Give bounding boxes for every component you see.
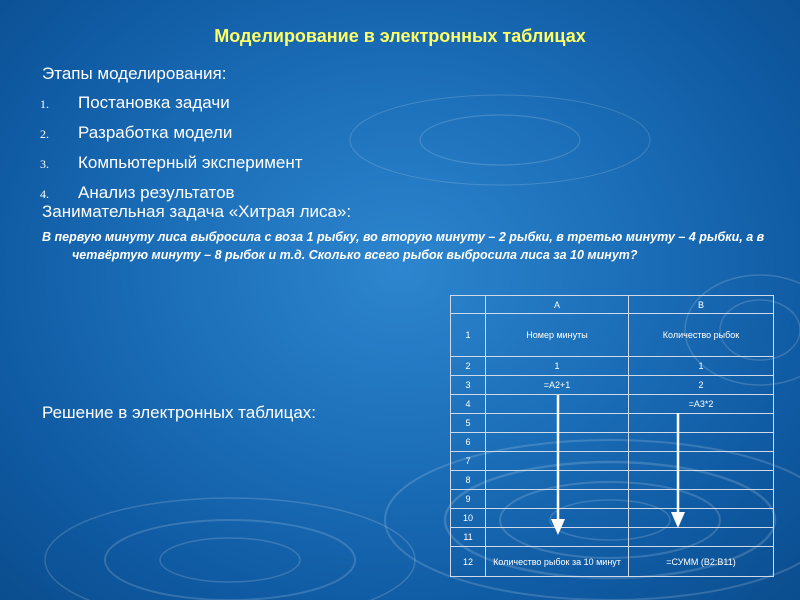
cell-b: =A3*2 bbox=[629, 395, 774, 414]
cell-a bbox=[486, 490, 629, 509]
cell-b: 2 bbox=[629, 376, 774, 395]
table-row bbox=[451, 376, 774, 395]
cell-a bbox=[486, 395, 629, 414]
stage-text: Анализ результатов bbox=[78, 183, 235, 202]
cell-b bbox=[629, 452, 774, 471]
cell-b: =СУММ (B2:B11) bbox=[629, 547, 774, 577]
row-header: 3 bbox=[451, 376, 486, 395]
cell-b bbox=[629, 471, 774, 490]
row-header: 1 bbox=[451, 314, 486, 357]
cell-b bbox=[629, 528, 774, 547]
cell-a bbox=[486, 414, 629, 433]
table-row bbox=[451, 528, 774, 547]
table-row bbox=[451, 547, 774, 577]
cell-a bbox=[486, 509, 629, 528]
row-header: 11 bbox=[451, 528, 486, 547]
cell-b bbox=[629, 433, 774, 452]
column-header-a: A bbox=[486, 296, 629, 314]
task-text: В первую минуту лиса выбросила с воза 1 рыбку, во вторую минуту – 2 рыбки, в третью минуту – 4 рыбки, а в четвёртую минуту – 8 рыбок и т.д. Сколько всего рыбок выбросила лиса за 10 минут? bbox=[42, 230, 765, 262]
table-row bbox=[451, 471, 774, 490]
table-row bbox=[451, 490, 774, 509]
spreadsheet-table bbox=[450, 295, 774, 577]
cell-a: Номер минуты bbox=[486, 314, 629, 357]
slide-title: Моделирование в электронных таблицах bbox=[214, 26, 586, 46]
column-header-row bbox=[451, 296, 774, 314]
cell-b bbox=[629, 509, 774, 528]
table-row bbox=[451, 314, 774, 357]
column-header-b: B bbox=[629, 296, 774, 314]
row-header: 6 bbox=[451, 433, 486, 452]
cell-a bbox=[486, 452, 629, 471]
stage-number: 2. bbox=[40, 127, 49, 141]
stage-number: 1. bbox=[40, 97, 49, 111]
stages-heading: Этапы моделирования: bbox=[42, 64, 227, 83]
table-row bbox=[451, 452, 774, 471]
row-header: 12 bbox=[451, 547, 486, 577]
table-row bbox=[451, 395, 774, 414]
cell-a: =A2+1 bbox=[486, 376, 629, 395]
cell-a: 1 bbox=[486, 357, 629, 376]
table-row bbox=[451, 509, 774, 528]
row-header: 5 bbox=[451, 414, 486, 433]
row-header: 9 bbox=[451, 490, 486, 509]
cell-b bbox=[629, 490, 774, 509]
stage-text: Разработка модели bbox=[78, 123, 233, 142]
row-header: 10 bbox=[451, 509, 486, 528]
cell-b: Количество рыбок bbox=[629, 314, 774, 357]
cell-a bbox=[486, 471, 629, 490]
table-row bbox=[451, 433, 774, 452]
corner-cell bbox=[451, 296, 486, 314]
task-title: Занимательная задача «Хитрая лиса»: bbox=[42, 202, 352, 221]
table-row bbox=[451, 357, 774, 376]
row-header: 8 bbox=[451, 471, 486, 490]
stage-text: Постановка задачи bbox=[78, 93, 230, 112]
row-header: 4 bbox=[451, 395, 486, 414]
stage-number: 4. bbox=[40, 187, 49, 201]
cell-a: Количество рыбок за 10 минут bbox=[486, 547, 629, 577]
cell-a bbox=[486, 528, 629, 547]
cell-b bbox=[629, 414, 774, 433]
stage-text: Компьютерный эксперимент bbox=[78, 153, 303, 172]
cell-b: 1 bbox=[629, 357, 774, 376]
cell-a bbox=[486, 433, 629, 452]
row-header: 2 bbox=[451, 357, 486, 376]
solution-label: Решение в электронных таблицах: bbox=[42, 403, 317, 422]
table-row bbox=[451, 414, 774, 433]
row-header: 7 bbox=[451, 452, 486, 471]
stage-number: 3. bbox=[40, 157, 49, 171]
